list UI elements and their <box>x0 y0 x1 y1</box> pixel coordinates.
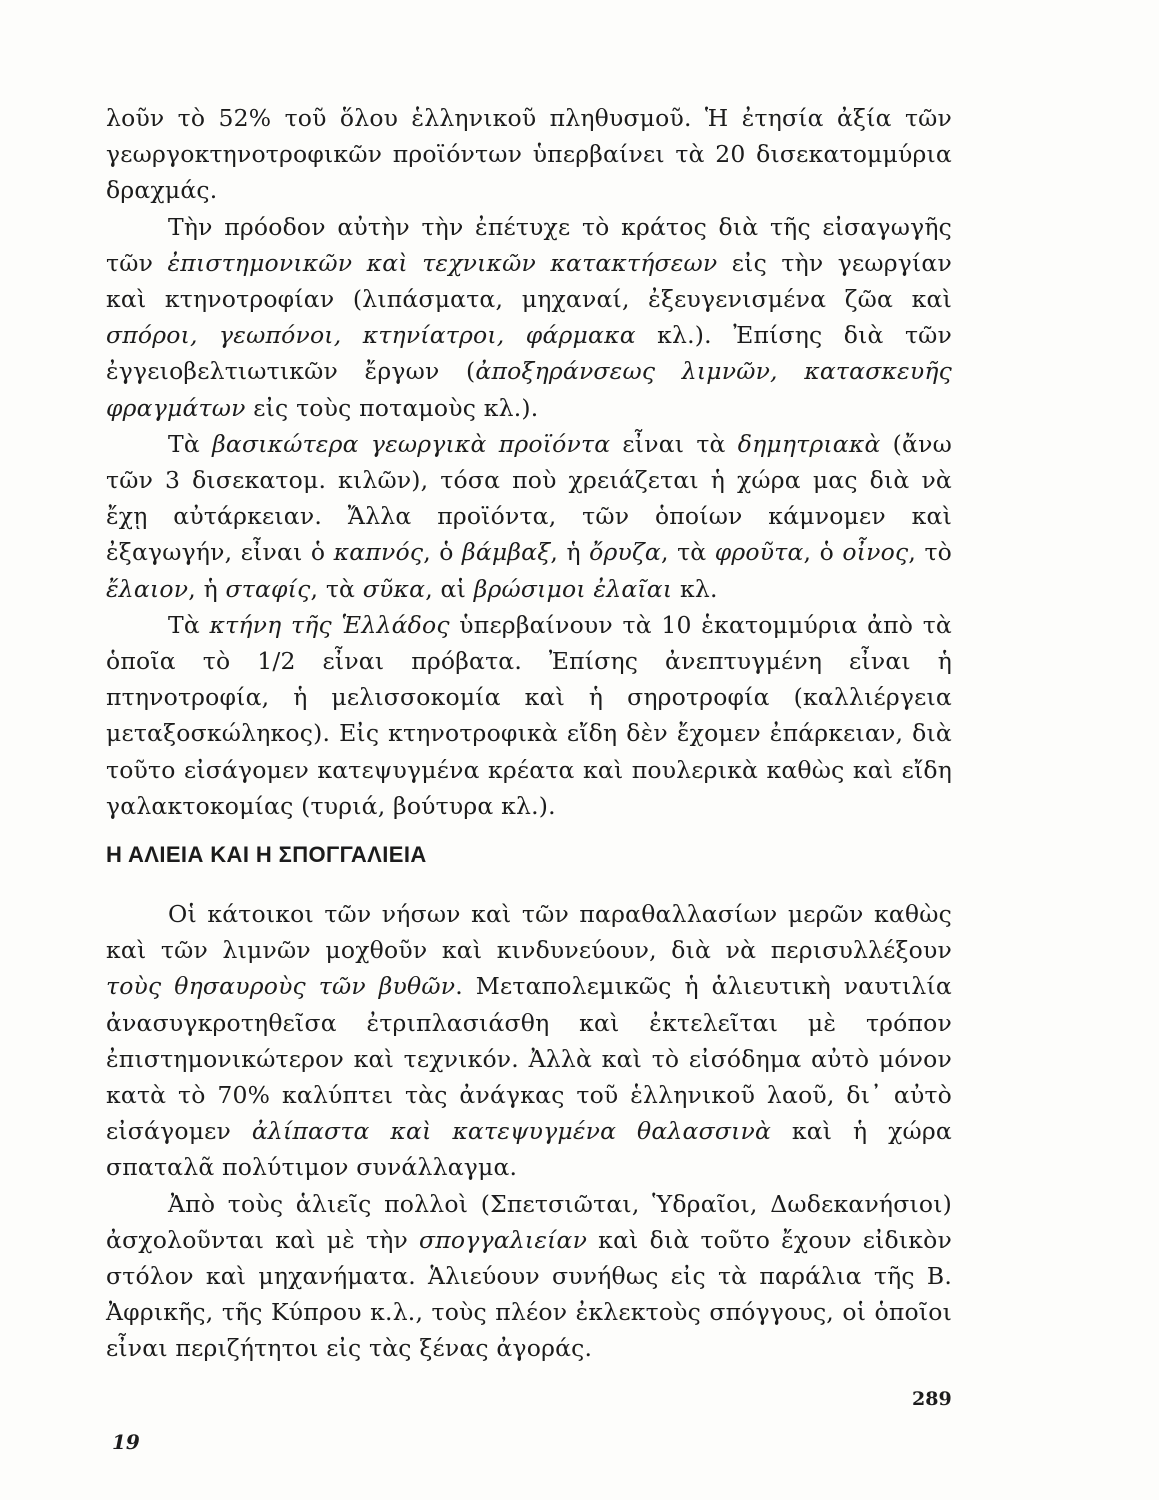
text-block-fishing <box>106 896 952 1367</box>
italic-phrase: ἐπιστημονικῶν καὶ τεχνικῶν κατακτήσεων <box>167 248 718 277</box>
section-heading: Η ΑΛΙΕΙΑ ΚΑΙ Η ΣΠΟΓΓΑΛΙΕΙΑ <box>106 842 427 867</box>
text-run: Ἀπὸ τοὺς ἁλιεῖς πολλοὶ (Σπετσιῶται, Ὑδραῖοι, Δωδεκανήσιοι) ἀσχολοῦνται καὶ μὲ τὴν <box>106 1189 952 1254</box>
text-run: εἰς τὴν γεωργίαν καὶ κτηνοτροφίαν (λιπάσματα, μηχαναί, ἐξευγενισμένα ζῶα καὶ <box>106 248 952 314</box>
text-run: λοῦν τὸ 52% τοῦ ὅλου ἑλληνικοῦ πληθυσμοῦ. Ἡ ἐτησία ἀξία τῶν γεωργοκτηνοτροφικῶν προϊόντων ὑπερβαίνει τὰ 20 δισεκατομμύρια δραχμάς. <box>106 104 952 205</box>
paragraph <box>106 426 952 607</box>
text-run: , τὸ <box>908 538 952 567</box>
italic-phrase: σπόροι, γεωπόνοι, κτηνίατροι, φάρμακα <box>106 321 636 350</box>
paragraph <box>106 100 952 209</box>
text-run: Τὴν πρόοδον αὐτὴν τὴν ἐπέτυχε τὸ κράτος διὰ τῆς εἰσαγωγῆς τῶν <box>106 212 952 277</box>
italic-phrase: βρώσιμοι ἐλαῖαι <box>473 574 673 603</box>
italic-phrase: δημητριακὰ <box>737 429 881 458</box>
text-run: κλ.). Ἐπίσης διὰ τῶν ἐγγειοβελτιωτικῶν ἔργων ( <box>106 321 952 386</box>
text-block-agriculture <box>106 100 952 824</box>
italic-phrase: ὄρυζα <box>589 538 661 567</box>
italic-phrase: οἶνος <box>842 538 909 567</box>
italic-phrase: καπνός <box>333 538 424 567</box>
page-number: 289 <box>912 1388 952 1410</box>
italic-phrase: βάμβαξ <box>462 538 551 567</box>
text-run: Οἱ κάτοικοι τῶν νήσων καὶ τῶν παραθαλλασίων μερῶν καθὼς καὶ τῶν λιμνῶν μοχθοῦν καὶ κινδυνεύουν, διὰ νὰ περισυλλέξουν <box>106 900 952 965</box>
italic-phrase: ἀλίπαστα καὶ κατεψυγμένα θαλασσινὰ <box>251 1117 772 1146</box>
text-run: , αἱ <box>425 574 474 603</box>
italic-phrase: σπογγαλιείαν <box>419 1225 588 1254</box>
paragraph <box>106 1186 952 1367</box>
text-run: , ὁ <box>803 538 843 567</box>
italic-phrase: κτήνη τῆς Ἑλλάδος <box>209 610 450 639</box>
italic-phrase: τοὺς θησαυροὺς τῶν βυθῶν <box>106 972 456 1001</box>
italic-phrase: βασικώτερα γεωργικὰ προϊόντα <box>212 429 611 458</box>
italic-phrase: ἀποξηράνσεως λιμνῶν, κατασκευῆς φραγμάτων <box>106 357 952 422</box>
text-run: εἰς τοὺς ποταμοὺς κλ.). <box>245 393 539 422</box>
text-run: καὶ ἡ χώρα σπαταλᾶ πολύτιμον συνάλλαγμα. <box>106 1117 952 1182</box>
italic-phrase: φροῦτα <box>714 538 804 567</box>
italic-phrase: σταφίς <box>225 574 311 603</box>
text-run: , τὰ <box>661 538 715 567</box>
text-run: , ἡ <box>550 538 590 567</box>
text-run: εἶναι τὰ <box>610 429 738 458</box>
text-run: κλ. <box>672 574 718 603</box>
text-run: (ἄνω τῶν 3 δισεκατομ. κιλῶν), τόσα ποὺ χρειάζεται ἡ χώρα μας διὰ νὰ ἔχῃ αὐτάρκειαν. Ἄλλα προϊόντα, τῶν ὁποίων κάμνομεν καὶ ἐξαγωγήν, εἶναι ὁ <box>106 429 952 567</box>
text-run: Τὰ <box>168 429 213 458</box>
text-run: , τὰ <box>310 574 363 603</box>
paragraph <box>106 209 952 426</box>
paragraph <box>106 607 952 824</box>
paragraph <box>106 896 952 1186</box>
text-run: καὶ διὰ τοῦτο ἔχουν εἰδικὸν στόλον καὶ μηχανήματα. Ἁλιεύουν συνήθως εἰς τὰ παράλια τῆς Β. Ἀφρικῆς, τῆς Κύπρου κ.λ., τοὺς πλέον ἐκλεκτοὺς σπόγγους, οἱ ὁποῖοι εἶναι περιζήτητοι εἰς τὰς ξένας ἀγοράς. <box>106 1225 953 1363</box>
text-run: . Μεταπολεμικῶς ἡ ἁλιευτικὴ ναυτιλία ἀνασυγκροτηθεῖσα ἐτριπλασιάσθη καὶ ἐκτελεῖται μὲ τρόπον ἐπιστημονικώτερον καὶ τεχνικόν. Ἀλλὰ καὶ τὸ εἰσόδημα αὐτὸ μόνον κατὰ τὸ 70% καλύπτει τὰς ἀνάγκας τοῦ ἑλληνικοῦ λαοῦ, δι᾽ αὐτὸ εἰσάγομεν <box>106 972 953 1146</box>
italic-phrase: ἔλαιον <box>106 574 189 603</box>
text-run: ὑπερβαίνουν τὰ 10 ἑκατομμύρια ἀπὸ τὰ ὁποῖα τὸ 1/2 εἶναι πρόβατα. Ἐπίσης ἀνεπτυγμένη εἶναι ἡ πτηνοτροφία, ἡ μελισσοκομία καὶ ἡ σηροτροφία (καλλιέργεια μεταξοσκώληκος). Εἰς κτηνοτροφικὰ εἴδη δὲν ἔχομεν ἐπάρκειαν, διὰ τοῦτο εἰσάγομεν κατεψυγμένα κρέατα καὶ πουλερικὰ καθὼς καὶ εἴδη γαλακτοκομίας (τυριά, βούτυρα κλ.). <box>106 610 952 820</box>
signature-mark: 19 <box>112 1430 140 1454</box>
text-run: Τὰ <box>168 610 210 639</box>
italic-phrase: σῦκα <box>362 574 426 603</box>
text-run: , ὁ <box>423 538 463 567</box>
text-run: , ἡ <box>188 574 226 603</box>
